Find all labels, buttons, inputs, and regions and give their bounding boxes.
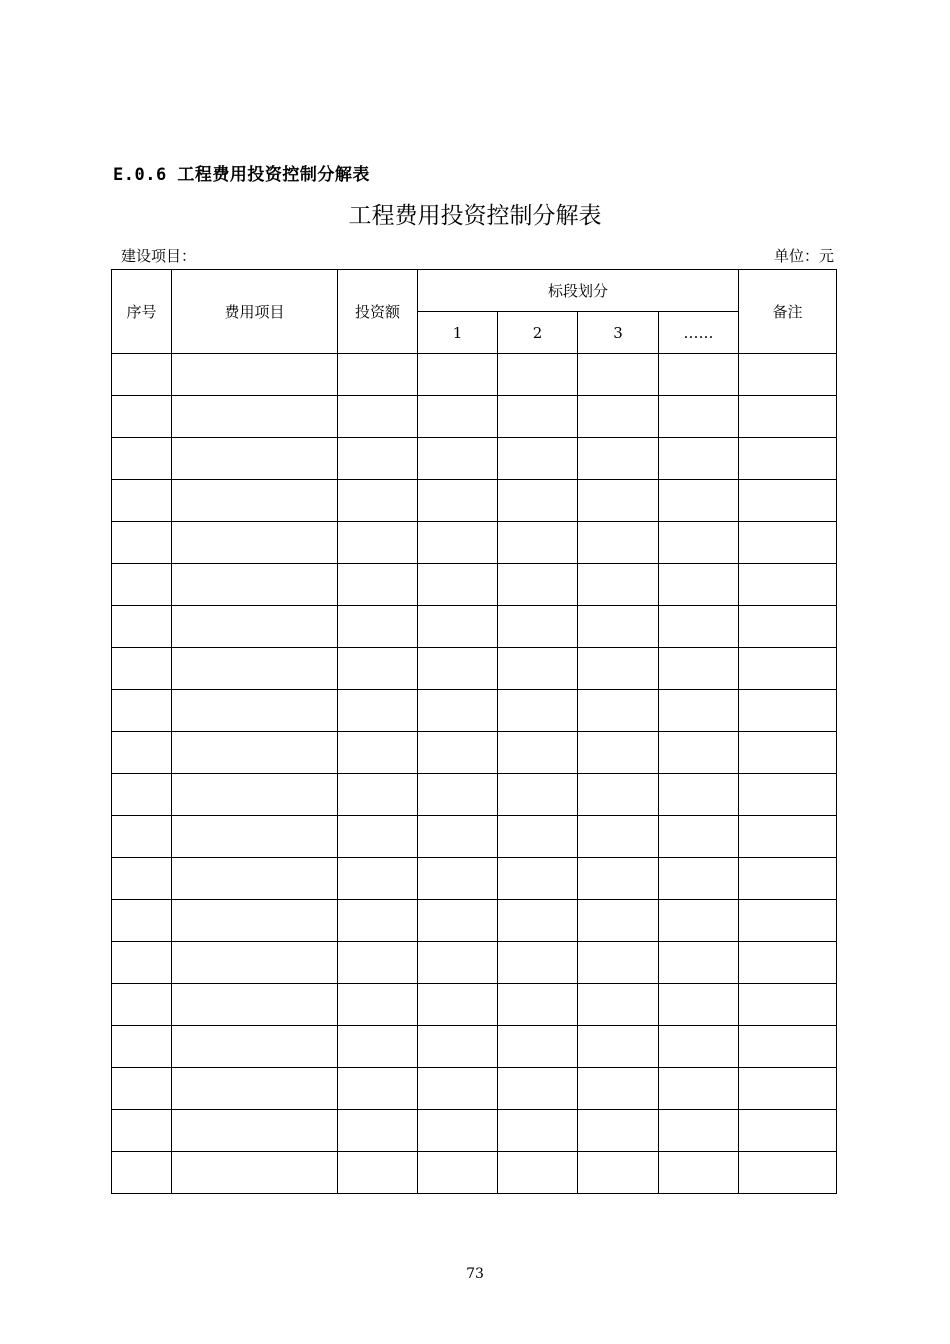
table-row <box>112 1026 837 1068</box>
table-cell <box>578 354 659 396</box>
table-cell <box>418 438 498 480</box>
table-cell <box>112 984 172 1026</box>
table-cell <box>739 942 837 984</box>
table-cell <box>578 942 659 984</box>
table-cell <box>659 732 739 774</box>
table-cell <box>112 648 172 690</box>
table-cell <box>578 396 659 438</box>
table-row <box>112 690 837 732</box>
table-cell <box>659 648 739 690</box>
table-cell <box>739 774 837 816</box>
table-row <box>112 858 837 900</box>
table-cell <box>172 984 338 1026</box>
unit-label: 单位：元 <box>773 247 834 265</box>
table-cell <box>112 900 172 942</box>
table-cell <box>659 1110 739 1152</box>
table-cell <box>498 732 578 774</box>
table-cell <box>338 354 418 396</box>
table-row <box>112 606 837 648</box>
table-cell <box>739 1110 837 1152</box>
table-cell <box>418 396 498 438</box>
table-cell <box>418 858 498 900</box>
table-cell <box>418 1110 498 1152</box>
table-cell <box>338 900 418 942</box>
table-cell <box>739 900 837 942</box>
table-cell <box>498 774 578 816</box>
table-cell <box>659 858 739 900</box>
table-cell <box>418 984 498 1026</box>
table-cell <box>498 354 578 396</box>
table-cell <box>112 1110 172 1152</box>
table-cell <box>498 396 578 438</box>
table-cell <box>578 774 659 816</box>
table-cell <box>112 774 172 816</box>
table-cell <box>418 690 498 732</box>
table-cell <box>739 732 837 774</box>
table-cell <box>659 690 739 732</box>
table-cell <box>172 774 338 816</box>
table-cell <box>112 564 172 606</box>
table-row <box>112 396 837 438</box>
table-cell <box>498 690 578 732</box>
table-cell <box>659 942 739 984</box>
table-cell <box>418 354 498 396</box>
table-cell <box>338 648 418 690</box>
table-cell <box>498 1110 578 1152</box>
table-cell <box>739 816 837 858</box>
investment-breakdown-table <box>111 269 837 1194</box>
header-row-1 <box>112 270 837 312</box>
table-cell <box>498 648 578 690</box>
table-cell <box>172 648 338 690</box>
header-amount: 投资额 <box>338 270 418 354</box>
table-cell <box>172 1026 338 1068</box>
table-row <box>112 984 837 1026</box>
table-cell <box>578 648 659 690</box>
table-row <box>112 774 837 816</box>
header-section-more: …… <box>659 312 739 354</box>
table-cell <box>112 732 172 774</box>
table-cell <box>112 396 172 438</box>
table-cell <box>338 732 418 774</box>
table-cell <box>338 564 418 606</box>
table-cell <box>418 816 498 858</box>
table-cell <box>659 984 739 1026</box>
table-cell <box>112 942 172 984</box>
header-section-3: 3 <box>578 312 659 354</box>
table-cell <box>418 774 498 816</box>
table-row <box>112 942 837 984</box>
table-cell <box>418 522 498 564</box>
table-cell <box>739 1026 837 1068</box>
table-row <box>112 1110 837 1152</box>
table-cell <box>172 522 338 564</box>
table-cell <box>659 1152 739 1194</box>
table-cell <box>172 690 338 732</box>
table-cell <box>659 774 739 816</box>
table-cell <box>498 606 578 648</box>
header-item: 费用项目 <box>172 270 338 354</box>
table-cell <box>578 606 659 648</box>
table-cell <box>498 564 578 606</box>
table-cell <box>112 690 172 732</box>
table-cell <box>112 1068 172 1110</box>
table-cell <box>659 1068 739 1110</box>
table-cell <box>659 354 739 396</box>
table-cell <box>338 1152 418 1194</box>
table-cell <box>498 858 578 900</box>
table-cell <box>172 396 338 438</box>
table-cell <box>739 354 837 396</box>
table-cell <box>338 858 418 900</box>
table-cell <box>112 480 172 522</box>
table-cell <box>112 858 172 900</box>
table-cell <box>578 1026 659 1068</box>
table-cell <box>338 816 418 858</box>
table-cell <box>739 690 837 732</box>
table-cell <box>739 480 837 522</box>
table-cell <box>739 396 837 438</box>
table-cell <box>172 354 338 396</box>
table-cell <box>498 1152 578 1194</box>
table-cell <box>739 606 837 648</box>
table-row <box>112 522 837 564</box>
table-cell <box>659 900 739 942</box>
table-cell <box>659 522 739 564</box>
table-cell <box>172 1068 338 1110</box>
table-cell <box>172 1152 338 1194</box>
table-cell <box>578 522 659 564</box>
table-cell <box>739 1152 837 1194</box>
table-cell <box>739 858 837 900</box>
table-cell <box>418 648 498 690</box>
table-cell <box>739 1068 837 1110</box>
table-cell <box>172 858 338 900</box>
table-cell <box>172 732 338 774</box>
table-cell <box>338 1068 418 1110</box>
table-cell <box>739 564 837 606</box>
table-cell <box>578 1110 659 1152</box>
table-cell <box>418 606 498 648</box>
table-cell <box>112 816 172 858</box>
table-cell <box>739 984 837 1026</box>
table-cell <box>172 564 338 606</box>
header-seq: 序号 <box>112 270 172 354</box>
table-cell <box>659 480 739 522</box>
table-cell <box>498 900 578 942</box>
table-cell <box>338 984 418 1026</box>
table-cell <box>659 606 739 648</box>
table-cell <box>578 564 659 606</box>
table-cell <box>338 774 418 816</box>
table-cell <box>739 648 837 690</box>
table-cell <box>498 1026 578 1068</box>
table-cell <box>338 522 418 564</box>
table-cell <box>659 1026 739 1068</box>
page-number: 73 <box>466 1266 484 1282</box>
table-cell <box>338 1110 418 1152</box>
table-cell <box>172 1110 338 1152</box>
table-cell <box>338 438 418 480</box>
table-cell <box>739 438 837 480</box>
project-label: 建设项目： <box>121 247 197 265</box>
table-cell <box>578 858 659 900</box>
table-row <box>112 1068 837 1110</box>
table-row <box>112 648 837 690</box>
section-heading: E.0.6 工程费用投资控制分解表 <box>113 165 370 185</box>
table-row <box>112 480 837 522</box>
table-cell <box>418 480 498 522</box>
table-cell <box>172 900 338 942</box>
table-cell <box>418 564 498 606</box>
table-cell <box>418 1152 498 1194</box>
table-row <box>112 354 837 396</box>
table-cell <box>172 816 338 858</box>
table-cell <box>338 942 418 984</box>
table-cell <box>578 1068 659 1110</box>
table-row <box>112 564 837 606</box>
table-cell <box>659 564 739 606</box>
table-cell <box>418 900 498 942</box>
table-row <box>112 438 837 480</box>
header-section-2: 2 <box>498 312 578 354</box>
table-cell <box>498 522 578 564</box>
table-cell <box>659 396 739 438</box>
table-cell <box>112 1152 172 1194</box>
table-row <box>112 900 837 942</box>
table-cell <box>338 480 418 522</box>
table-row <box>112 732 837 774</box>
header-remarks: 备注 <box>739 270 837 354</box>
page-title: 工程费用投资控制分解表 <box>348 203 602 229</box>
table-cell <box>112 354 172 396</box>
table-cell <box>578 438 659 480</box>
table-cell <box>112 1026 172 1068</box>
table-cell <box>578 1152 659 1194</box>
table-cell <box>338 690 418 732</box>
table-cell <box>498 942 578 984</box>
table-cell <box>338 396 418 438</box>
table-cell <box>418 942 498 984</box>
table-cell <box>172 480 338 522</box>
table-cell <box>112 606 172 648</box>
header-section-group: 标段划分 <box>418 270 739 312</box>
table-cell <box>739 522 837 564</box>
table-cell <box>418 1026 498 1068</box>
table-cell <box>498 480 578 522</box>
table-cell <box>418 1068 498 1110</box>
table-cell <box>112 438 172 480</box>
table-cell <box>338 606 418 648</box>
table-cell <box>498 438 578 480</box>
table-row <box>112 1152 837 1194</box>
table-cell <box>498 1068 578 1110</box>
table-cell <box>338 1026 418 1068</box>
table-cell <box>659 816 739 858</box>
table-cell <box>578 690 659 732</box>
table-row <box>112 816 837 858</box>
table-cell <box>112 522 172 564</box>
header-section-1: 1 <box>418 312 498 354</box>
table-cell <box>172 606 338 648</box>
table-cell <box>498 984 578 1026</box>
table-cell <box>418 732 498 774</box>
table-cell <box>659 438 739 480</box>
table-cell <box>172 942 338 984</box>
table-cell <box>578 732 659 774</box>
table-body <box>112 354 837 1194</box>
table-cell <box>578 816 659 858</box>
table-cell <box>578 480 659 522</box>
table-cell <box>578 984 659 1026</box>
table-cell <box>172 438 338 480</box>
table-cell <box>498 816 578 858</box>
table-cell <box>578 900 659 942</box>
